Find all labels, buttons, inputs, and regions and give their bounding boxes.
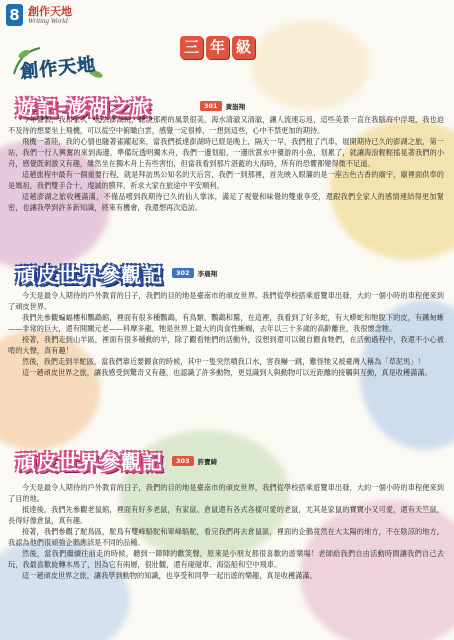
class-number-tag: 303 [172,456,194,466]
article-title: 頑皮世界參觀記 [16,263,163,287]
grade-char: 級 [232,36,255,59]
paragraph: 今年暑假，我和家人一起去澎湖玩，聽說那裡的風景很美，海水清澈又清澈，讓人流連忘返，這些美景一直在我腦海中浮現，我也迫不及待的想要坐上飛機，可以從空中俯瞰白雲，感覺一定很棒，一想到這些，心中不禁更加的期待。 [8,115,444,135]
paragraph: 飛機一著陸，我的心情也隨著雀躍起來，當我們抵達澎湖時已經是晚上，隔天一早，我們租了汽車，展開期待已久的澎湖之旅，第一站，我們一行人興奮的來到海邊，準備玩透明獨木舟，我們一邊划船，一邊欣賞水中優游的小魚，划累了，就讓海浪輕輕搖晃著我們的小舟，感覺既刺激又有趣，雖然坐在獨木舟上有些害怕，但當我看到那片湛藍的大海時，所有的恐懼都變得微不足道。 [8,137,444,168]
paragraph: 抵達後，我們先參觀老鼠館，裡面有好多老鼠，有家鼠、倉鼠還有各式各樣可愛的老鼠，尤其是家鼠的寶寶小又可愛，還有天竺鼠，長得好像倉鼠，真有趣。 [8,505,444,525]
article-title: 頑皮世界參觀記 [16,450,163,474]
grade-badge [180,36,255,59]
paragraph: 這趟旅程中最有一個重要行程，就是拜訪馬公知名的天后宮，我們一到那裡，首先映入眼簾的是一座古色古香的廟宇，廟裡面供奉的是媽祖，我們雙手合十，虔誠的膜拜，祈求大家在旅途中平安順利。 [8,170,444,190]
article-byline [172,268,217,278]
paragraph: 今天是最令人期待的戶外教育的日子，我們的目的地是臺南市的頑皮世界。我們從學校搭乘遊覽車出發，大約一個小時的車程便來到了頑皮世界。 [8,291,444,311]
paragraph: 這一趟頑皮世界之旅，讓我學到動物的知識，也享受和同學一起出遊的樂趣，真是收穫滿滿。 [22,571,317,580]
class-number-tag: 301 [200,101,222,111]
author-name: 黃詣翔 [225,102,246,111]
paragraph: 然後，當我們繼續往前走的時候，聽到一陣陣的歡笑聲，原來是小朋友都很喜歡的遊樂場！老師給我們自由活動時間讓我們自己去玩，我最喜歡旋轉木馬了，因為它有兩層，很壯觀，還有碰碰車、海盜船和空中飛車。 [8,549,444,569]
paragraph: 今天是最令人期待的戶外教育的日子，我們的目的地是臺南市的頑皮世界，我們從學校搭乘遊覽車出發，大約一個小時的車程便來到了目的地。 [8,483,444,503]
logo-text: 創作天地 [19,54,98,83]
paragraph: 然後，我們走到羊駝區，當我們靠近要餵食的時候，其中一隻突然噴我口水，害我嚇一跳，難怪牠又被臺灣人稱為「草泥馬」！ [22,357,425,366]
paragraph: 接著，我們參觀了駝鳥區，駝鳥有雙峰駱駝和單峰駱駝，看完我們再去倉鼠區，裡面的企鵝竟然在大太陽的地方，不在陰涼的地方，我認為他們很頑強企鵝應該是不同的品種。 [8,527,444,547]
grade-char: 三 [180,36,203,59]
grade-char: 年 [206,36,229,59]
paragraph: 這一趟頑皮世界之旅，讓我感受到驚奇又有趣，也認識了許多動物，更見識到人與動物可以近距離的接觸與互動，真是收穫滿滿。 [22,368,432,377]
paragraph: 接著，我們走到山羊區，裡面有很多種動的羊，除了觀看牠們的活動外，沒想到還可以親自餵食牠們，在活動過程中，我還不小心被啃的大聲，真有趣！ [8,335,444,355]
article-byline [172,456,217,466]
class-number-tag: 302 [172,268,194,278]
paragraph: 這趟澎湖之旅收穫滿滿，不僅品嚐到我期待已久的仙人掌冰，滿足了視覺和味覺的雙重享受，還跟我們全家人的感情連結得更加緊密，也讓我學到許多新知識，將來有機會，我還想再次造訪。 [8,192,444,212]
article-body [8,114,444,213]
article-body [8,482,444,581]
page-number: 8 [6,4,23,26]
page-header [4,2,244,30]
paragraph: 我們先參觀蝙蝠樓和鸚鵡館，裡面有很多種鸚鵡，有鳥類、鸚鵡和鷲，在這裡，我看到了好多蛇，有大蟒蛇和牠脫下的皮，有鐵甸蜥——非常的巨大，還有開關元老——科摩多龍，牠是世界上最大的肉食性蜥蜴，去年以三十多歲的高齡離世，我很懷念牠。 [8,313,444,333]
article-body [8,290,444,378]
author-name: 許寶綺 [197,457,218,466]
magazine-title: 創作天地 [28,5,72,18]
author-name: 李晨翔 [197,269,218,278]
article-title: 遊記-澎湖之旅 [16,96,152,120]
section-logo [10,44,110,84]
magazine-subtitle: Writing World [28,17,68,25]
article-byline [200,101,245,111]
